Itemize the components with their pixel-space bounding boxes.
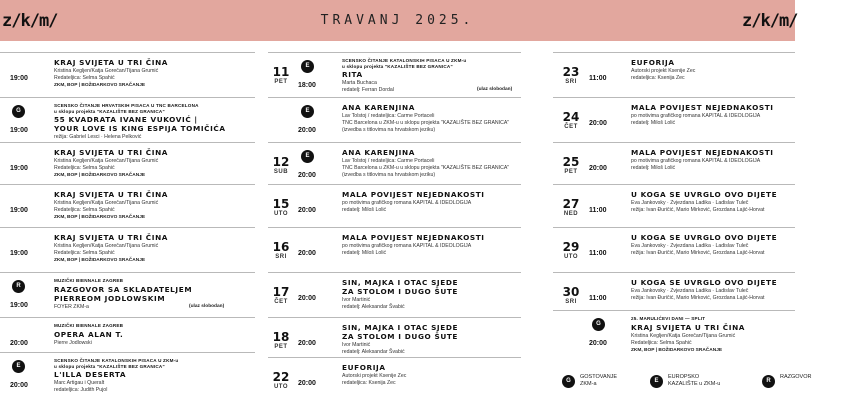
schedule-column-middle [268,52,523,413]
event-credit: Pierre Jodlowski [54,339,92,346]
event-credit: po motivima grafičkog romana KAPITAL & IDEOLOGIJA [631,113,761,119]
event-divider [268,272,521,273]
event-credit: Ivor Martinić [342,297,371,303]
event-divider [553,272,795,273]
event-location: ZKM, BOP | BOŽIDARKOVO SRAČANJE [54,215,146,220]
event-credit: Kristina Kegljen/Katja Gorečan/Tijana Grumić [54,158,159,164]
event-title-line2: PIERREOM JODLOWSKIM [54,293,166,303]
event-entry [268,52,523,96]
event-credit: Marc Artigau i Queralt [54,380,105,386]
event-program-label: SCENSKO ČITANJE HRVATSKIH PISACA U TNC BARCELONA [54,103,199,108]
event-divider [0,272,255,273]
event-credit: Marta Buchaca [342,80,377,86]
event-day: 15 [272,197,290,211]
event-credit: režija: Ivan Đuričić, Mario Mirković, Grozdana Lajić-Horvat [631,250,765,256]
event-title: SIN, MAJKA I OTAC SJEDE [342,323,459,332]
event-program-label: 25. MARULIĆEVI DANI — SPLIT [631,316,706,321]
event-weekday: SRI [565,299,577,305]
event-credit: Kristina Kegljen/Katja Gorečan/Tijana Grumić [54,68,159,74]
event-badge: G [592,318,605,331]
event-weekday: UTO [273,384,289,390]
event-day: 17 [272,285,290,299]
event-credit: Redateljica: Selma Spahić [54,207,115,213]
event-time: 19:00 [10,250,28,257]
event-entry [0,142,255,186]
event-title: MALA POVIJEST NEJEDNAKOSTI [631,103,774,112]
event-divider [553,52,795,53]
legend-text: EUROPSKO [668,374,700,380]
event-time: 20:00 [10,382,28,389]
event-credit: redatelj: Aleksandar Švabić [342,304,405,310]
event-title: 55 KVADRATA IVANE VUKOVIĆ | [54,115,198,124]
event-title: KRAJ SVIJETA U TRI ČINA [54,233,169,242]
event-entry [268,272,523,316]
event-day: 11 [272,65,290,79]
logo-left: z/k/m/ [2,11,58,31]
event-credit: Eva Jankovsky · Zvjezdana Ladika · Ladislav Tuleč [631,200,749,206]
event-credit: Eva Jankovsky · Zvjezdana Ladika · Ladislav Tuleč [631,243,749,249]
event-badge: E [301,105,314,118]
event-credit: TNC Barcelona u ZKM-u u sklopu projekta "KAZALIŠTE BEZ GRANICA" [342,165,510,171]
event-entry [268,227,523,271]
event-credit: Kristina Kegljen/Katja Gorečan/Tijana Grumić [54,200,159,206]
event-time: 20:00 [298,127,316,134]
event-title: KRAJ SVIJETA U TRI ČINA [54,190,169,199]
event-divider [268,52,521,53]
event-day: 18 [272,330,290,344]
event-title: RAZGOVOR SA SKLADATELJEM [54,284,193,294]
event-title: RITA [342,70,363,79]
legend-badge: G [562,375,575,388]
event-badge: E [12,360,25,373]
event-entry [553,227,795,271]
event-title: U KOGA SE UVRGLO OVO DIJETE [631,278,778,287]
event-badge: G [12,105,25,118]
event-program-label: SCENSKO ČITANJE KATALONSKIH PISACA U ZKM-u [342,58,467,63]
event-divider [0,317,255,318]
legend-text: KAZALIŠTE u ZKM-u [668,381,721,387]
event-credit: redatelj: Miloš Lolić [631,120,676,126]
event-time: 20:00 [298,295,316,302]
event-entry [268,357,523,401]
event-divider [553,142,795,143]
event-time: 19:00 [10,207,28,214]
event-day: 12 [272,155,290,169]
event-program-label: u sklopu projekta "KAZALIŠTE BEZ GRANICA" [54,108,165,114]
event-title: EUFORIJA [631,58,675,67]
event-day: 23 [562,65,580,79]
event-entry [553,184,795,228]
event-credit: FOYER ZKM-a [54,303,89,310]
event-time: 19:00 [10,75,28,82]
event-entry [268,97,523,141]
event-credit: redatelj: Miloš Lolić [631,165,676,171]
event-credit: po motivima grafičkog romana KAPITAL & IDEOLOGIJA [631,158,761,164]
legend-item [762,373,852,399]
event-divider [553,184,795,185]
schedule-column-left [0,52,255,413]
event-credit: Kristina Kegljen/Katja Gorečan/Tijana Grumić [54,243,159,249]
event-weekday: SUB [273,169,289,175]
event-credit: Kristina Kegljen/Katja Gorečan/Tijana Grumić [631,332,736,339]
event-time: 11:00 [589,207,607,214]
event-weekday: NED [563,211,579,217]
event-time: 19:00 [10,127,28,134]
event-entry [0,184,255,228]
event-time: 11:00 [589,250,607,257]
event-day: 29 [562,240,580,254]
legend-text: RAZGOVOR [780,374,812,380]
event-location: ZKM, BOP | BOŽIDARKOVO SRAČANJE [54,83,146,88]
event-credit: redatelj: Miloš Lolić [342,250,387,256]
event-title: MALA POVIJEST NEJEDNAKOSTI [631,148,774,157]
event-credit: Redateljica: Selma Spahić [631,339,692,346]
event-divider [0,97,255,98]
event-weekday: PET [274,344,288,350]
event-title: KRAJ SVIJETA U TRI ČINA [54,58,169,67]
event-entry [268,142,523,186]
event-note: (ulaz slobodan) [189,303,225,309]
event-weekday: UTO [563,254,579,260]
event-divider [0,352,255,353]
event-credit: TNC Barcelona u ZKM-u u sklopu projekta "KAZALIŠTE BEZ GRANICA" [342,120,510,126]
event-credit: režija: Ivan Đuričić, Mario Mirković, Grozdana Lajić-Horvat [631,295,765,301]
event-credit: (izvedba s titlovima na hrvatskom jeziku) [342,127,436,133]
event-location: ZKM, BOP | BOŽIDARKOVO SRAČANJE [54,258,146,263]
legend-badge: R [762,375,775,388]
event-day: 24 [562,110,580,124]
event-credit: Lav Tolstoj / redateljica: Carme Portaceli [342,113,435,119]
event-day: 30 [562,285,580,299]
event-credit: redatelj: Aleksandar Švabić [342,349,405,355]
event-entry [0,272,255,316]
legend-text: ZKM-a [580,381,597,387]
event-time: 20:00 [10,340,28,347]
event-divider [553,227,795,228]
event-weekday: SRI [565,79,577,85]
event-title: OPERA ALAN T. [54,329,124,339]
event-credit: po motivima grafičkog romana KAPITAL & IDEOLOGIJA [342,200,472,206]
event-credit: po motivima grafičkog romana KAPITAL & IDEOLOGIJA [342,243,472,249]
event-divider [0,184,255,185]
logo-right: z/k/m/ [742,11,798,31]
event-credit: redateljica: Ksenija Zec [631,75,685,81]
event-title-line2: ZA STOLOM I DUGO ŠUTE [342,287,459,296]
event-title: ANA KARENJINA [342,148,415,157]
event-badge: R [12,280,25,293]
event-program-label: u sklopu projekta "KAZALIŠTE BEZ GRANICA" [342,63,453,69]
event-time: 20:00 [589,120,607,127]
event-day: 27 [562,197,580,211]
event-weekday: UTO [273,211,289,217]
event-entry [553,97,795,141]
event-entry [0,352,255,396]
event-entry [0,227,255,271]
event-credit: režija: Ivan Đuričić, Mario Mirković, Grozdana Lajić-Horvat [631,207,765,213]
event-program-label: SCENSKO ČITANJE KATALONSKIH PISACA U ZKM-u [54,358,179,363]
event-credit: Autorski projekt Ksenije Zec [631,68,696,74]
event-entry [0,97,255,141]
event-program-label: MUZIČKI BIENNALE ZAGREB [54,278,124,283]
event-title-line2: YOUR LOVE IS KING ESPIJA TOMIČIĆA [54,124,226,133]
event-title: MALA POVIJEST NEJEDNAKOSTI [342,190,485,199]
event-entry [268,317,523,361]
legend-text: GOSTOVANJE [580,374,618,380]
event-weekday: ČET [564,124,578,130]
legend-item [650,373,740,399]
event-time: 11:00 [589,295,607,302]
event-weekday: ČET [274,299,288,305]
month-title: TRAVANJ 2025. [320,13,475,28]
event-time: 20:00 [589,165,607,172]
event-credit: Redateljica: Selma Spahić [54,75,115,81]
event-day: 16 [272,240,290,254]
event-divider [0,52,255,53]
event-time: 19:00 [10,302,28,309]
event-credit: Lav Tolstoj / redateljica: Carme Portaceli [342,158,435,164]
event-weekday: PET [274,79,288,85]
event-title: U KOGA SE UVRGLO OVO DIJETE [631,190,778,199]
event-credit: Redateljica: Selma Spahić [54,165,115,171]
event-entry [0,52,255,96]
schedule-column-right [553,52,795,413]
event-divider [268,142,521,143]
event-day: 25 [562,155,580,169]
event-credit: (izvedba s titlovima na hrvatskom jeziku) [342,172,436,178]
event-credit: redatelj: Miloš Lolić [342,207,387,213]
event-title: KRAJ SVIJETA U TRI ČINA [54,148,169,157]
event-entry [553,52,795,96]
event-divider [268,357,521,358]
event-time: 19:00 [10,165,28,172]
event-title: U KOGA SE UVRGLO OVO DIJETE [631,233,778,242]
event-divider [0,142,255,143]
event-title: EUFORIJA [342,363,386,372]
event-title: MALA POVIJEST NEJEDNAKOSTI [342,233,485,242]
event-note: (ulaz slobodan) [477,87,513,92]
event-badge: E [301,150,314,163]
event-time: 20:00 [298,340,316,347]
event-time: 20:00 [298,380,316,387]
event-program-label: u sklopu projekta "KAZALIŠTE BEZ GRANICA" [54,363,165,369]
event-title: L'ILLA DESERTA [54,370,127,379]
event-title-line2: ZA STOLOM I DUGO ŠUTE [342,332,459,341]
event-divider [553,310,795,311]
event-location: ZKM, BOP | BOŽIDARKOVO SRAČANJE [54,173,146,178]
event-credit: Eva Jankovsky · Zvjezdana Ladika · Ladislav Tuleč [631,288,749,294]
event-time: 20:00 [589,340,607,347]
event-entry [268,184,523,228]
event-divider [0,227,255,228]
event-credit: redateljica: Ksenija Zec [342,380,396,386]
event-credit: režija: Gabriel Lesci · Helena Pelković [54,134,142,140]
event-weekday: PET [564,169,578,175]
event-title: SIN, MAJKA I OTAC SJEDE [342,278,459,287]
event-credit: redateljica: Judith Pujol [54,387,108,393]
event-time: 18:00 [298,82,316,89]
event-divider [268,317,521,318]
event-title: ANA KARENJINA [342,103,415,112]
event-title: KRAJ SVIJETA U TRI ČINA [631,322,746,332]
event-weekday: SRI [275,254,287,260]
event-credit: redatelj: Ferran Dordal [342,87,394,93]
event-credit: Redateljica: Selma Spahić [54,250,115,256]
event-location: ZKM, BOP | BOŽIDARKOVO SRAČANJE [631,347,723,353]
legend-badge: E [650,375,663,388]
event-entry [553,142,795,186]
event-time: 11:00 [589,75,607,82]
event-credit: Ivor Martinić [342,342,371,348]
event-credit: Autorski projekt Ksenije Zec [342,373,407,379]
event-divider [268,227,521,228]
event-divider [553,97,795,98]
event-badge: E [301,60,314,73]
event-time: 20:00 [298,250,316,257]
event-divider [268,184,521,185]
event-time: 20:00 [298,172,316,179]
event-day: 22 [272,370,290,384]
legend-item [562,373,652,399]
event-entry [553,310,795,354]
event-program-label: MUZIČKI BIENNALE ZAGREB [54,323,124,328]
event-divider [268,97,521,98]
event-time: 20:00 [298,207,316,214]
